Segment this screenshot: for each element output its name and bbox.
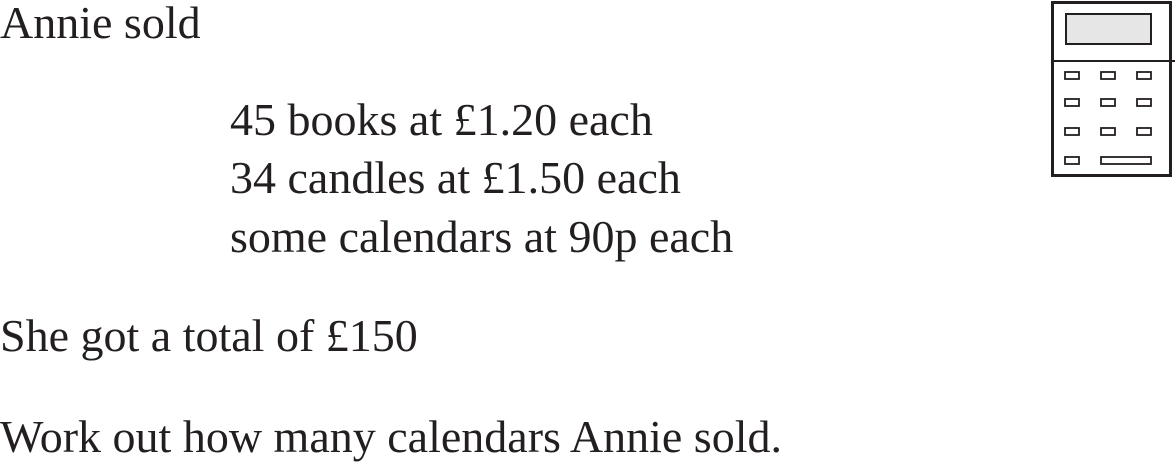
- calculator-icon: [1051, 1, 1175, 177]
- item-calendars: some calendars at 90p each: [230, 211, 734, 262]
- item-books: 45 books at £1.20 each: [230, 94, 653, 145]
- intro-text: Annie sold: [0, 0, 201, 48]
- item-candles: 34 candles at £1.50 each: [230, 152, 681, 203]
- total-text: She got a total of £150: [0, 310, 418, 361]
- question-text: Work out how many calendars Annie sold.: [0, 411, 782, 462]
